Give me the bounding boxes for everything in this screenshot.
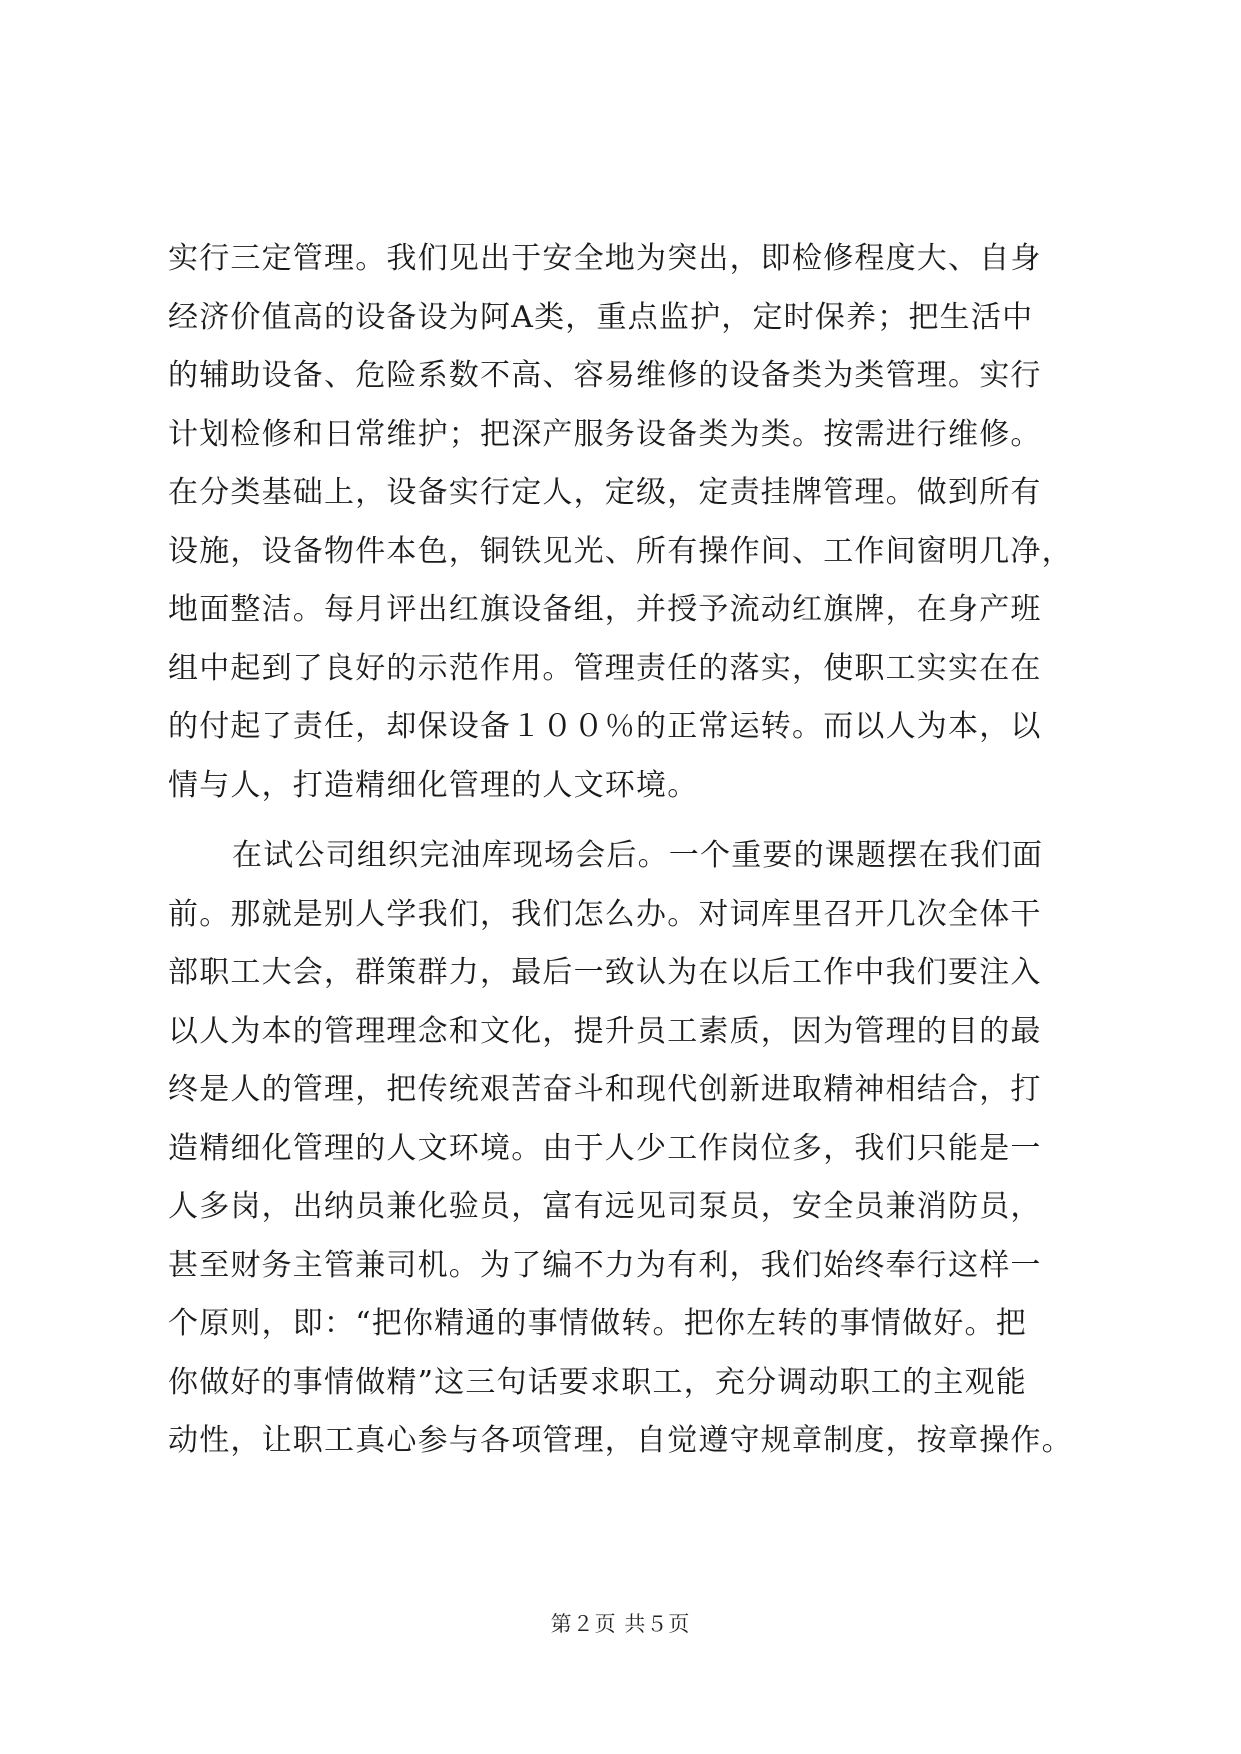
text-line: 实行三定管理。我们见出于安全地为突出，即检修程度大、自身	[168, 241, 1042, 276]
text-line: 组中起到了良好的示范作用。管理责任的落实，使职工实实在在	[168, 650, 1042, 686]
text-line: 你做好的事情做精”这三句话要求职工，充分调动职工的主观能	[168, 1364, 1027, 1400]
page-number-footer: 第２页 共５页	[550, 1612, 691, 1636]
text-line: 部职工大会，群策群力，最后一致认为在以后工作中我们要注入	[168, 955, 1042, 990]
document-body	[168, 230, 1088, 1471]
paragraph-2	[168, 827, 1088, 1471]
text-line: 地面整洁。每月评出红旗设备组，并授予流动红旗牌，在身产班	[168, 592, 1042, 627]
text-line: 的辅助设备、危险系数不高、容易维修的设备类为类管理。实行	[168, 358, 1042, 393]
text-line: 前。那就是别人学我们，我们怎么办。对词库里召开几次全体干	[168, 896, 1042, 932]
text-line: 以人为本的管理理念和文化，提升员工素质，因为管理的目的最	[168, 1013, 1042, 1049]
text-line: 在分类基础上，设备实行定人，定级，定责挂牌管理。做到所有	[168, 475, 1042, 510]
paragraph-1	[168, 230, 1088, 815]
text-line: 个原则，即：“把你精通的事情做转。把你左转的事情做好。把	[168, 1306, 1027, 1341]
text-line: 的付起了责任，却保设备１００％的正常运转。而以人为本，以	[168, 709, 1042, 744]
text-line: 设施，设备物件本色，铜铁见光、所有操作间、工作间窗明几净，	[168, 533, 1073, 569]
paragraph-gap	[168, 815, 1088, 827]
text-line: 终是人的管理，把传统艰苦奋斗和现代创新进取精神相结合，打	[168, 1072, 1042, 1107]
text-line: 造精细化管理的人文环境。由于人少工作岗位多，我们只能是一	[168, 1130, 1042, 1166]
text-line: 计划检修和日常维护；把深产服务设备类为类。按需进行维修。	[168, 416, 1042, 452]
text-line: 情与人，打造精细化管理的人文环境。	[168, 767, 699, 803]
text-line: 人多岗，出纳员兼化验员，富有远见司泵员，安全员兼消防员，	[168, 1189, 1042, 1224]
text-line-indented: 在试公司组织完油库现场会后。一个重要的课题摆在我们面	[232, 838, 1044, 873]
text-line: 经济价值高的设备设为阿A类，重点监护，定时保养；把生活中	[168, 299, 1034, 335]
text-line: 动性，让职工真心参与各项管理，自觉遵守规章制度，按章操作。	[168, 1423, 1073, 1458]
text-line: 甚至财务主管兼司机。为了编不力为有利，我们始终奉行这样一	[168, 1247, 1042, 1283]
